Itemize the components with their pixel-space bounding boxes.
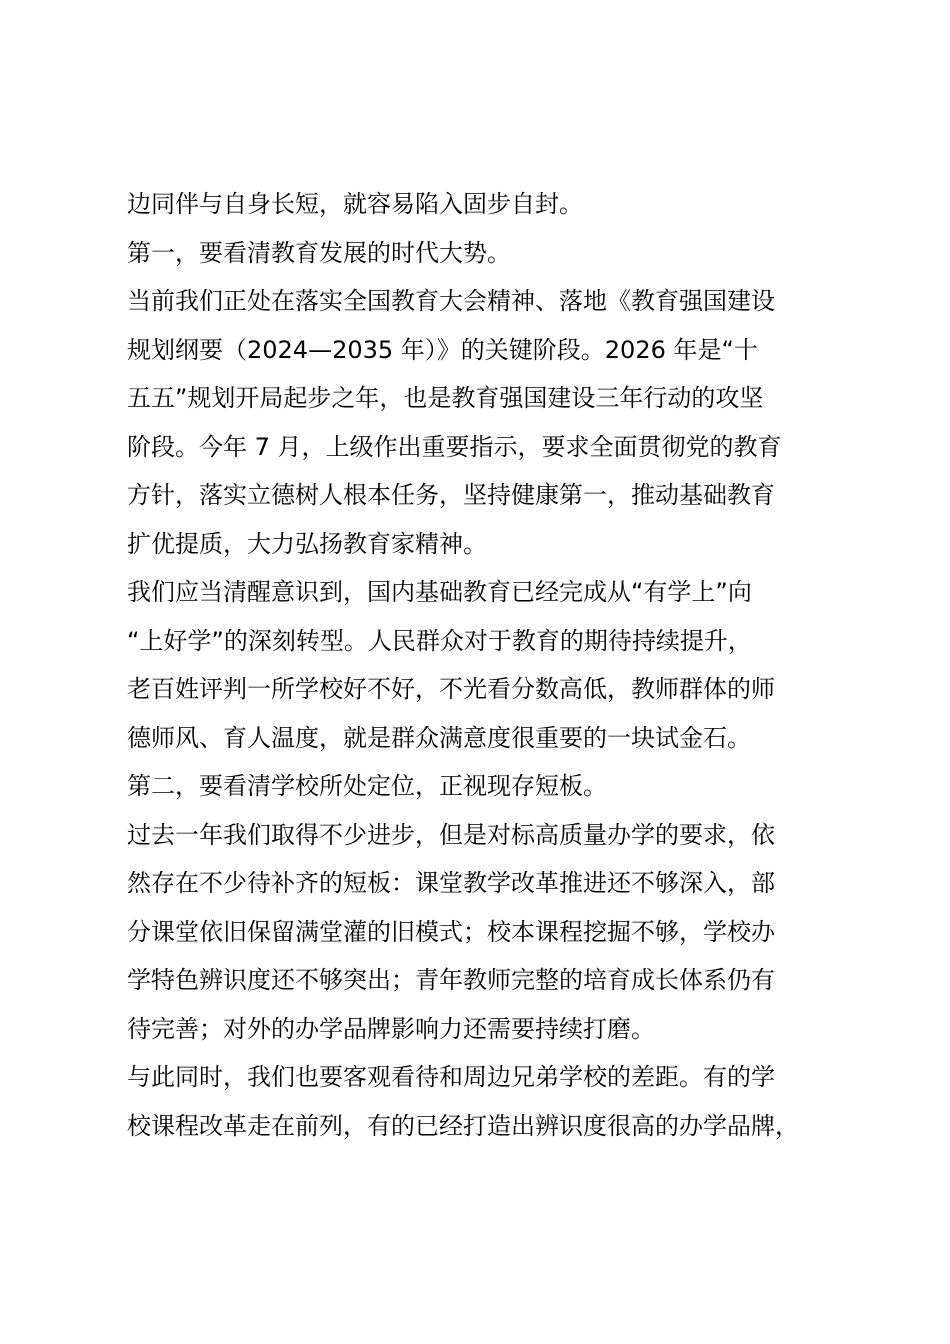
text-line: 过去一年我们取得不少进步，但是对标高质量办学的要求，依 [127, 820, 775, 849]
text-line: 我们应当清醒意识到，国内基础教育已经完成从“有学上”向 [127, 578, 752, 606]
text-line: “上好学”的深刻转型。人民群众对于教育的期待持续提升， [127, 626, 752, 655]
section-heading: 第一，要看清教育发展的时代大势。 [127, 238, 511, 267]
text-line: 当前我们正处在落实全国教育大会精神、落地《教育强国建设 [127, 287, 775, 315]
text-line: 阶段。今年 7 月，上级作出重要指示，要求全面贯彻党的教育 [127, 432, 782, 461]
text-line: 校课程改革走在前列，有的已经打造出辨识度很高的办学品牌， [127, 1111, 799, 1140]
text-line: 扩优提质，大力弘扬教育家精神。 [127, 529, 487, 558]
section-heading: 第二，要看清学校所处定位，正视现存短板。 [127, 772, 607, 800]
text-line: 然存在不少待补齐的短板：课堂教学改革推进还不够深入，部 [127, 869, 775, 897]
text-line: 分课堂依旧保留满堂灌的旧模式；校本课程挖掘不够，学校办 [127, 917, 775, 946]
text-line: 规划纲要（2024—2035 年）》的关键阶段。2026 年是“十 [127, 335, 758, 364]
text-line: 德师风、育人温度，就是群众满意度很重要的一块试金石。 [127, 723, 751, 752]
text-line: 五五”规划开局起步之年，也是教育强国建设三年行动的攻坚 [127, 384, 764, 412]
text-line: 边同伴与自身长短，就容易陷入固步自封。 [127, 190, 583, 218]
text-line: 学特色辨识度还不够突出；青年教师完整的培育成长体系仍有 [127, 966, 775, 994]
text-line: 方针，落实立德树人根本任务，坚持健康第一，推动基础教育 [127, 481, 775, 509]
text-line: 待完善；对外的办学品牌影响力还需要持续打磨。 [127, 1014, 655, 1043]
body-text [127, 180, 839, 1150]
text-line: 与此同时，我们也要客观看待和周边兄弟学校的差距。有的学 [127, 1063, 775, 1091]
text-line: 老百姓评判一所学校好不好，不光看分数高低，教师群体的师 [127, 675, 775, 703]
